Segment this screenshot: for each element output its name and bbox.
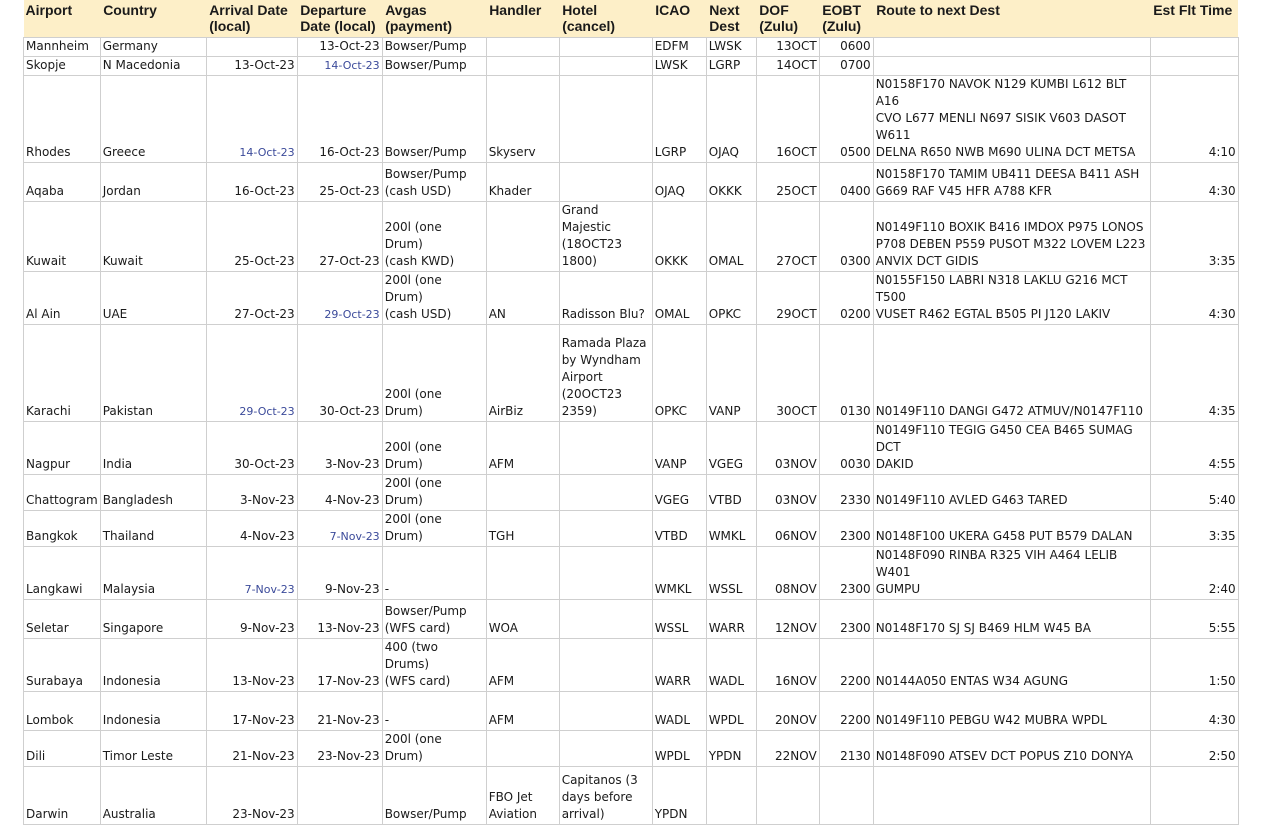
cell-departure-date[interactable]: 13-Nov-23 [297,600,382,639]
cell-airport[interactable]: Bangkok [24,511,101,547]
cell-est-flt-time[interactable]: 4:30 [1150,272,1238,325]
cell-arrival-date[interactable]: 21-Nov-23 [206,731,297,767]
cell-arrival-date[interactable] [206,38,297,57]
cell-route[interactable]: N0158F170 NAVOK N129 KUMBI L612 BLT A16 CVO L677 MENLI N697 SISIK V603 DASOT W611 DELNA R650 NWB M690 ULINA DCT METSA [873,76,1150,163]
cell-handler[interactable] [486,202,559,272]
cell-departure-date[interactable]: 9-Nov-23 [297,547,382,600]
cell-dof[interactable]: 06NOV [756,511,819,547]
cell-country[interactable]: Singapore [100,600,206,639]
cell-handler[interactable]: AFM [486,692,559,731]
cell-route[interactable] [873,38,1150,57]
cell-dof[interactable]: 29OCT [756,272,819,325]
cell-avgas[interactable]: 200l (one Drum) [382,475,486,511]
cell-hotel[interactable]: Radisson Blu? [559,272,652,325]
cell-route[interactable]: N0149F110 BOXIK B416 IMDOX P975 LONOS P708 DEBEN P559 PUSOT M322 LOVEM L223 ANVIX DCT GIDIS [873,202,1150,272]
cell-route[interactable]: N0148F100 UKERA G458 PUT B579 DALAN [873,511,1150,547]
cell-eobt[interactable]: 0500 [819,76,873,163]
cell-arrival-date[interactable]: 4-Nov-23 [206,511,297,547]
cell-dof[interactable]: 08NOV [756,547,819,600]
cell-route[interactable]: N0144A050 ENTAS W34 AGUNG [873,639,1150,692]
cell-route[interactable]: N0149F110 DANGI G472 ATMUV/N0147F110 [873,325,1150,422]
cell-avgas[interactable]: 200l (one Drum) [382,422,486,475]
cell-eobt[interactable]: 2130 [819,731,873,767]
cell-next-dest[interactable]: WPDL [706,692,756,731]
cell-next-dest[interactable]: LWSK [706,38,756,57]
cell-avgas[interactable]: Bowser/Pump [382,767,486,825]
cell-est-flt-time[interactable] [1150,57,1238,76]
table-row [24,325,1239,422]
cell-next-dest[interactable]: VTBD [706,475,756,511]
header-eobt[interactable]: EOBT (Zulu) [819,0,873,38]
cell-avgas[interactable]: 200l (one Drum) (cash KWD) [382,202,486,272]
cell-icao[interactable]: VGEG [652,475,706,511]
cell-icao[interactable]: VTBD [652,511,706,547]
cell-departure-date[interactable]: 27-Oct-23 [297,202,382,272]
cell-arrival-date[interactable]: 3-Nov-23 [206,475,297,511]
cell-hotel[interactable]: Ramada Plaza by Wyndham Airport (20OCT23 2359) [559,325,652,422]
cell-next-dest[interactable]: OKKK [706,163,756,202]
cell-airport[interactable]: Seletar [24,600,101,639]
cell-est-flt-time[interactable] [1150,38,1238,57]
cell-eobt[interactable]: 0400 [819,163,873,202]
cell-avgas[interactable]: - [382,547,486,600]
cell-handler[interactable]: AirBiz [486,325,559,422]
cell-icao[interactable]: YPDN [652,767,706,825]
cell-country[interactable]: Jordan [100,163,206,202]
cell-country[interactable]: Timor Leste [100,731,206,767]
header-avgas[interactable]: Avgas (payment) [382,0,486,38]
cell-next-dest[interactable]: YPDN [706,731,756,767]
table-row [24,202,1239,272]
cell-next-dest[interactable]: OJAQ [706,76,756,163]
cell-est-flt-time[interactable]: 5:55 [1150,600,1238,639]
cell-hotel[interactable]: Capitanos (3 days before arrival) [559,767,652,825]
cell-country[interactable]: Thailand [100,511,206,547]
cell-icao[interactable]: OJAQ [652,163,706,202]
cell-next-dest[interactable]: VANP [706,325,756,422]
table-row [24,163,1239,202]
cell-est-flt-time[interactable]: 1:50 [1150,639,1238,692]
table-row [24,38,1239,57]
cell-avgas[interactable]: 200l (one Drum) (cash USD) [382,272,486,325]
cell-handler[interactable]: Skyserv [486,76,559,163]
cell-departure-date[interactable]: 4-Nov-23 [297,475,382,511]
cell-est-flt-time[interactable]: 2:50 [1150,731,1238,767]
header-route[interactable]: Route to next Dest [873,0,1150,38]
cell-dof[interactable]: 13OCT [756,38,819,57]
header-dof[interactable]: DOF (Zulu) [756,0,819,38]
cell-eobt[interactable]: 2300 [819,511,873,547]
cell-airport[interactable]: Mannheim [24,38,101,57]
header-airport[interactable]: Airport [24,0,101,38]
itinerary-body [24,38,1239,825]
table-row [24,272,1239,325]
cell-next-dest[interactable]: OMAL [706,202,756,272]
cell-hotel[interactable] [559,692,652,731]
cell-arrival-date[interactable]: 30-Oct-23 [206,422,297,475]
table-row [24,57,1239,76]
cell-next-dest[interactable]: OPKC [706,272,756,325]
cell-handler[interactable]: WOA [486,600,559,639]
cell-handler[interactable] [486,731,559,767]
cell-avgas[interactable]: Bowser/Pump [382,76,486,163]
cell-hotel[interactable]: Grand Majestic (18OCT23 1800) [559,202,652,272]
cell-departure-date[interactable]: 16-Oct-23 [297,76,382,163]
cell-avgas[interactable]: - [382,692,486,731]
cell-dof[interactable]: 12NOV [756,600,819,639]
cell-est-flt-time[interactable]: 4:55 [1150,422,1238,475]
cell-icao[interactable]: LWSK [652,57,706,76]
cell-country[interactable]: Indonesia [100,692,206,731]
cell-dof[interactable]: 03NOV [756,422,819,475]
cell-airport[interactable]: Lombok [24,692,101,731]
cell-est-flt-time[interactable]: 3:35 [1150,202,1238,272]
cell-departure-date[interactable]: 7-Nov-23 [297,511,382,547]
cell-dof[interactable]: 20NOV [756,692,819,731]
cell-hotel[interactable] [559,38,652,57]
cell-eobt[interactable] [819,767,873,825]
cell-icao[interactable]: WARR [652,639,706,692]
cell-departure-date[interactable]: 30-Oct-23 [297,325,382,422]
cell-est-flt-time[interactable]: 4:30 [1150,163,1238,202]
cell-route[interactable] [873,57,1150,76]
cell-airport[interactable]: Chattogram [24,475,101,511]
cell-eobt[interactable]: 0030 [819,422,873,475]
cell-next-dest[interactable]: WMKL [706,511,756,547]
cell-route[interactable]: N0148F170 SJ SJ B469 HLM W45 BA [873,600,1150,639]
cell-country[interactable]: Indonesia [100,639,206,692]
cell-next-dest[interactable]: WSSL [706,547,756,600]
cell-route[interactable]: N0155F150 LABRI N318 LAKLU G216 MCT T500 VUSET R462 EGTAL B505 PI J120 LAKIV [873,272,1150,325]
cell-arrival-date[interactable]: 17-Nov-23 [206,692,297,731]
cell-country[interactable]: Malaysia [100,547,206,600]
cell-eobt[interactable]: 2300 [819,547,873,600]
cell-departure-date[interactable]: 13-Oct-23 [297,38,382,57]
cell-eobt[interactable]: 2200 [819,639,873,692]
cell-eobt[interactable]: 2330 [819,475,873,511]
cell-next-dest[interactable]: LGRP [706,57,756,76]
cell-icao[interactable]: WMKL [652,547,706,600]
cell-handler[interactable] [486,57,559,76]
cell-country[interactable]: India [100,422,206,475]
cell-eobt[interactable]: 0600 [819,38,873,57]
cell-hotel[interactable] [559,639,652,692]
cell-hotel[interactable] [559,163,652,202]
cell-avgas[interactable]: Bowser/Pump [382,38,486,57]
header-departure-date[interactable]: Departure Date (local) [297,0,382,38]
table-row [24,422,1239,475]
cell-dof[interactable]: 22NOV [756,731,819,767]
cell-departure-date[interactable]: 29-Oct-23 [297,272,382,325]
cell-avgas[interactable]: Bowser/Pump (WFS card) [382,600,486,639]
cell-route[interactable]: N0149F110 TEGIG G450 CEA B465 SUMAG DCT DAKID [873,422,1150,475]
cell-airport[interactable]: Langkawi [24,547,101,600]
cell-next-dest[interactable]: WARR [706,600,756,639]
cell-hotel[interactable] [559,600,652,639]
cell-departure-date[interactable]: 17-Nov-23 [297,639,382,692]
table-row [24,76,1239,163]
cell-country[interactable]: Australia [100,767,206,825]
cell-est-flt-time[interactable]: 4:35 [1150,325,1238,422]
cell-eobt[interactable]: 0700 [819,57,873,76]
cell-departure-date[interactable]: 14-Oct-23 [297,57,382,76]
cell-handler[interactable]: AN [486,272,559,325]
cell-est-flt-time[interactable]: 4:10 [1150,76,1238,163]
table-row [24,547,1239,600]
table-row [24,511,1239,547]
cell-est-flt-time[interactable]: 2:40 [1150,547,1238,600]
cell-country[interactable]: Pakistan [100,325,206,422]
cell-handler[interactable] [486,475,559,511]
cell-hotel[interactable] [559,76,652,163]
cell-icao[interactable]: WPDL [652,731,706,767]
cell-dof[interactable] [756,767,819,825]
cell-departure-date[interactable]: 3-Nov-23 [297,422,382,475]
cell-route[interactable]: N0149F110 PEBGU W42 MUBRA WPDL [873,692,1150,731]
cell-icao[interactable]: OKKK [652,202,706,272]
cell-dof[interactable]: 16OCT [756,76,819,163]
cell-avgas[interactable]: Bowser/Pump [382,57,486,76]
cell-airport[interactable]: Dili [24,731,101,767]
cell-hotel[interactable] [559,57,652,76]
cell-country[interactable]: UAE [100,272,206,325]
cell-departure-date[interactable]: 23-Nov-23 [297,731,382,767]
cell-dof[interactable]: 14OCT [756,57,819,76]
header-row [24,0,1239,38]
cell-airport[interactable]: Rhodes [24,76,101,163]
cell-est-flt-time[interactable]: 5:40 [1150,475,1238,511]
cell-avgas[interactable]: 200l (one Drum) [382,511,486,547]
cell-avgas[interactable]: Bowser/Pump (cash USD) [382,163,486,202]
cell-dof[interactable]: 27OCT [756,202,819,272]
cell-airport[interactable]: Aqaba [24,163,101,202]
header-hotel[interactable]: Hotel (cancel) [559,0,652,38]
itinerary-table [23,0,1239,825]
cell-handler[interactable]: FBO Jet Aviation [486,767,559,825]
cell-dof[interactable]: 03NOV [756,475,819,511]
cell-est-flt-time[interactable] [1150,767,1238,825]
header-est-flt-time[interactable]: Est Flt Time [1150,0,1238,38]
cell-handler[interactable]: TGH [486,511,559,547]
cell-handler[interactable] [486,38,559,57]
header-next-dest[interactable]: Next Dest [706,0,756,38]
cell-arrival-date[interactable]: 29-Oct-23 [206,325,297,422]
cell-route[interactable]: N0149F110 AVLED G463 TARED [873,475,1150,511]
cell-arrival-date[interactable]: 14-Oct-23 [206,76,297,163]
cell-icao[interactable]: EDFM [652,38,706,57]
cell-est-flt-time[interactable]: 4:30 [1150,692,1238,731]
cell-arrival-date[interactable]: 7-Nov-23 [206,547,297,600]
table-row [24,475,1239,511]
header-country[interactable]: Country [100,0,206,38]
cell-arrival-date[interactable]: 16-Oct-23 [206,163,297,202]
cell-eobt[interactable]: 0300 [819,202,873,272]
cell-icao[interactable]: WSSL [652,600,706,639]
cell-route[interactable]: N0148F090 ATSEV DCT POPUS Z10 DONYA [873,731,1150,767]
table-row [24,600,1239,639]
cell-handler[interactable] [486,547,559,600]
cell-arrival-date[interactable]: 23-Nov-23 [206,767,297,825]
cell-airport[interactable]: Kuwait [24,202,101,272]
header-handler[interactable]: Handler [486,0,559,38]
cell-arrival-date[interactable]: 25-Oct-23 [206,202,297,272]
cell-airport[interactable]: Nagpur [24,422,101,475]
cell-arrival-date[interactable]: 13-Oct-23 [206,57,297,76]
cell-avgas[interactable]: 400 (two Drums) (WFS card) [382,639,486,692]
cell-hotel[interactable] [559,547,652,600]
cell-eobt[interactable]: 0200 [819,272,873,325]
cell-departure-date[interactable] [297,767,382,825]
cell-airport[interactable]: Surabaya [24,639,101,692]
cell-icao[interactable]: OMAL [652,272,706,325]
cell-hotel[interactable] [559,731,652,767]
cell-departure-date[interactable]: 21-Nov-23 [297,692,382,731]
cell-departure-date[interactable]: 25-Oct-23 [297,163,382,202]
cell-dof[interactable]: 30OCT [756,325,819,422]
cell-arrival-date[interactable]: 13-Nov-23 [206,639,297,692]
cell-avgas[interactable]: 200l (one Drum) [382,731,486,767]
cell-country[interactable]: N Macedonia [100,57,206,76]
cell-route[interactable] [873,767,1150,825]
cell-country[interactable]: Bangladesh [100,475,206,511]
cell-arrival-date[interactable]: 27-Oct-23 [206,272,297,325]
cell-dof[interactable]: 16NOV [756,639,819,692]
cell-icao[interactable]: WADL [652,692,706,731]
cell-route[interactable]: N0148F090 RINBA R325 VIH A464 LELIB W401 GUMPU [873,547,1150,600]
cell-handler[interactable]: AFM [486,422,559,475]
cell-country[interactable]: Kuwait [100,202,206,272]
cell-airport[interactable]: Skopje [24,57,101,76]
cell-country[interactable]: Greece [100,76,206,163]
header-arrival-date[interactable]: Arrival Date (local) [206,0,297,38]
cell-hotel[interactable] [559,511,652,547]
cell-next-dest[interactable]: VGEG [706,422,756,475]
cell-icao[interactable]: LGRP [652,76,706,163]
cell-eobt[interactable]: 0130 [819,325,873,422]
cell-handler[interactable]: AFM [486,639,559,692]
cell-avgas[interactable]: 200l (one Drum) [382,325,486,422]
cell-hotel[interactable] [559,475,652,511]
table-row [24,731,1239,767]
cell-next-dest[interactable] [706,767,756,825]
cell-airport[interactable]: Karachi [24,325,101,422]
cell-eobt[interactable]: 2200 [819,692,873,731]
cell-dof[interactable]: 25OCT [756,163,819,202]
cell-route[interactable]: N0158F170 TAMIM UB411 DEESA B411 ASH G669 RAF V45 HFR A788 KFR [873,163,1150,202]
cell-eobt[interactable]: 2300 [819,600,873,639]
cell-arrival-date[interactable]: 9-Nov-23 [206,600,297,639]
cell-airport[interactable]: Darwin [24,767,101,825]
cell-airport[interactable]: Al Ain [24,272,101,325]
table-row [24,692,1239,731]
cell-next-dest[interactable]: WADL [706,639,756,692]
table-row [24,767,1239,825]
table-row [24,639,1239,692]
cell-icao[interactable]: VANP [652,422,706,475]
itinerary-spreadsheet [23,0,1239,825]
cell-hotel[interactable] [559,422,652,475]
header-icao[interactable]: ICAO [652,0,706,38]
cell-est-flt-time[interactable]: 3:35 [1150,511,1238,547]
cell-country[interactable]: Germany [100,38,206,57]
cell-icao[interactable]: OPKC [652,325,706,422]
cell-handler[interactable]: Khader [486,163,559,202]
